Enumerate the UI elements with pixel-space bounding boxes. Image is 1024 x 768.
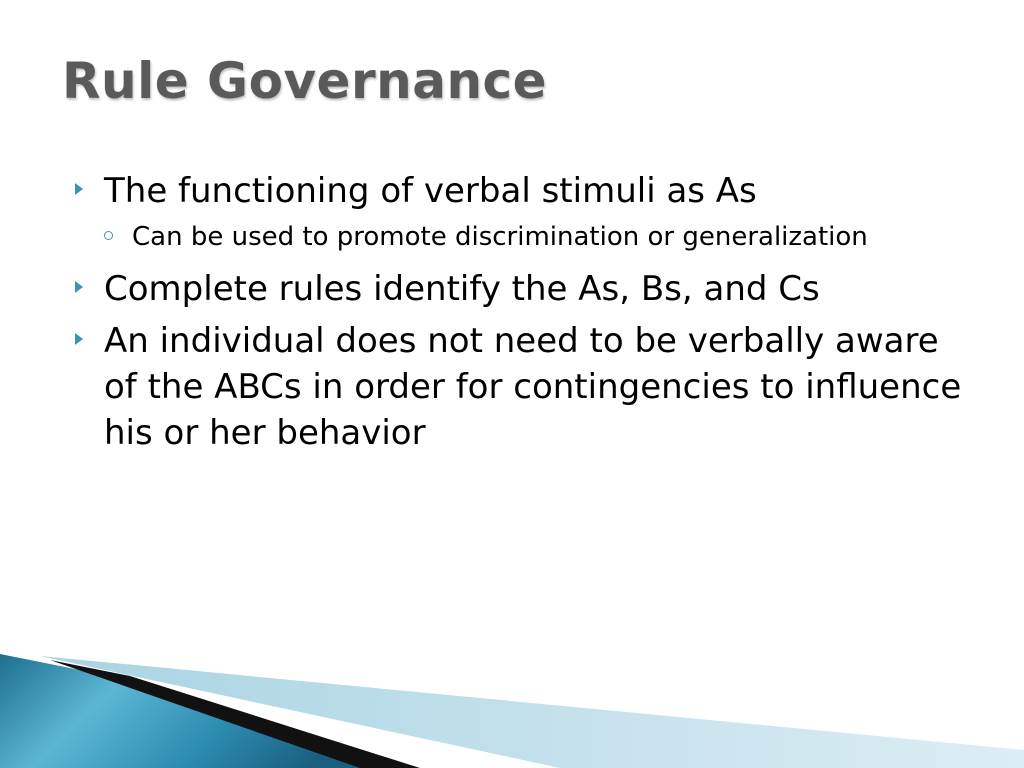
bullet-text: An individual does not need to be verbally aware of the ABCs in order for contingencies to influence his or her behavior bbox=[104, 321, 962, 453]
decorative-swoosh bbox=[0, 638, 1024, 768]
bullet-list bbox=[72, 168, 972, 462]
bullet-item bbox=[72, 318, 972, 456]
sub-bullet-item bbox=[104, 218, 972, 256]
triangle-bullet-icon bbox=[75, 281, 83, 293]
bullet-item bbox=[72, 168, 972, 214]
bullet-item bbox=[72, 266, 972, 312]
triangle-bullet-icon bbox=[75, 183, 83, 195]
circle-bullet-icon bbox=[104, 231, 113, 240]
triangle-bullet-icon bbox=[75, 333, 83, 345]
bullet-text: Complete rules identify the As, Bs, and Cs bbox=[104, 269, 820, 309]
sub-bullet-text: Can be used to promote discrimination or generalization bbox=[132, 222, 868, 252]
slide-title: Rule Governance bbox=[62, 52, 548, 110]
bullet-text: The functioning of verbal stimuli as As bbox=[104, 171, 757, 211]
